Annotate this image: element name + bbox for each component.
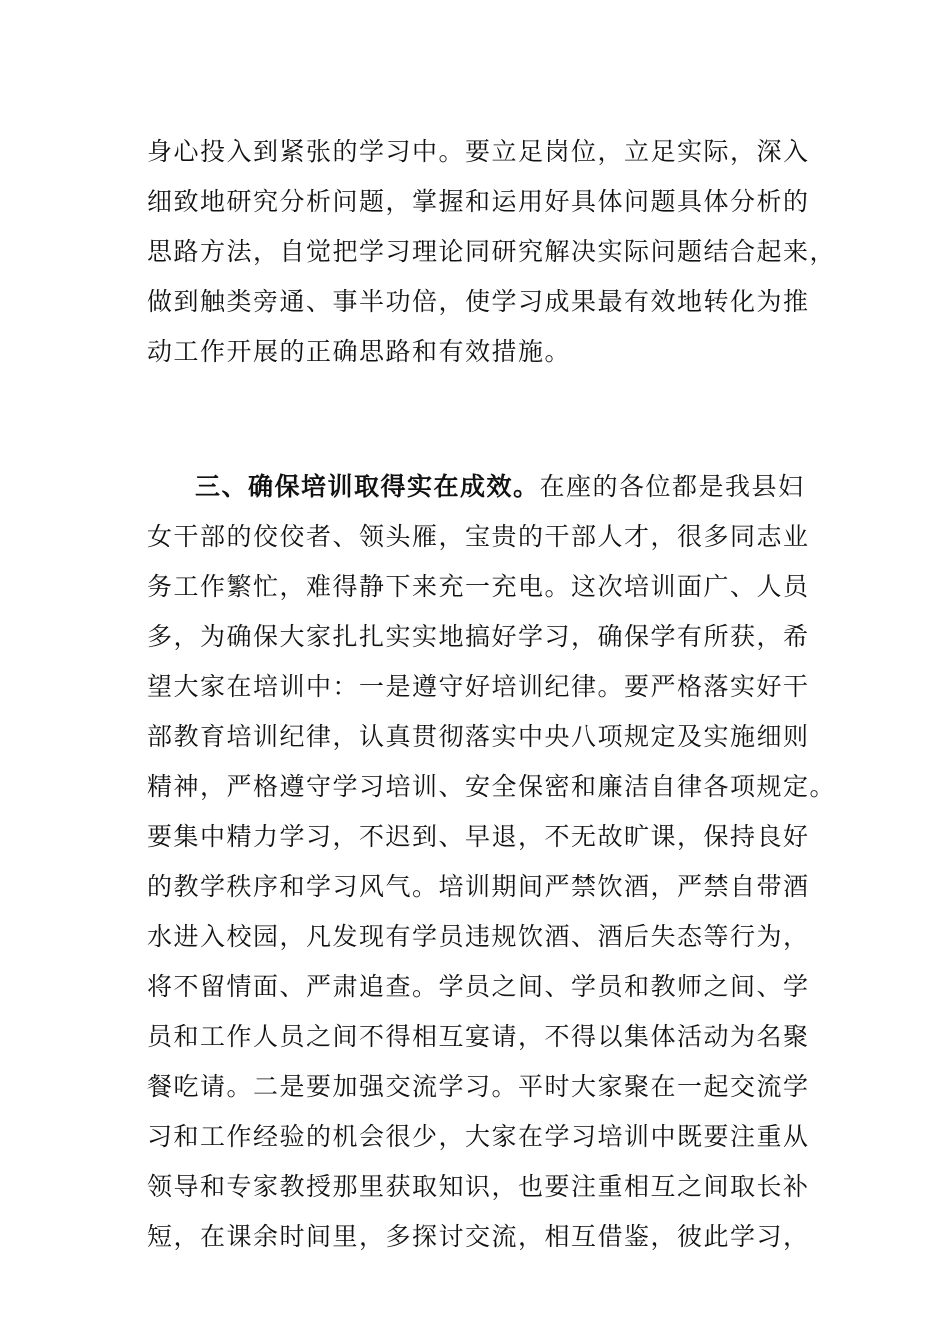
text-line: 做到触类旁通、事半功倍，使学习成果最有效地转化为推 [147,287,810,316]
text-line: 习和工作经验的机会很少，大家在学习培训中既要注重从 [147,1122,810,1151]
text-line: 部教育培训纪律，认真贯彻落实中央八项规定及实施细则 [147,722,810,751]
text-line: 精神，严格遵守学习培训、安全保密和廉洁自律各项规定。 [147,772,837,801]
paragraph-continued [147,127,837,377]
text-line: 员和工作人员之间不得相互宴请，不得以集体活动为名聚 [147,1022,810,1051]
section-three-paragraph [147,462,837,1262]
section-first-line-text: 在座的各位都是我县妇 [539,472,805,501]
text-line: 餐吃请。二是要加强交流学习。平时大家聚在一起交流学 [147,1072,810,1101]
text-line: 水进入校园，凡发现有学员违规饮酒、酒后失态等行为， [147,922,810,951]
text-line: 女干部的佼佼者、领头雁，宝贵的干部人才，很多同志业 [147,522,810,551]
text-line: 细致地研究分析问题，掌握和运用好具体问题具体分析的 [147,187,810,216]
section-first-line [147,462,807,512]
text-line: 多，为确保大家扎扎实实地搞好学习，确保学有所获，希 [147,622,810,651]
text-line: 思路方法，自觉把学习理论同研究解决实际问题结合起来， [147,237,837,266]
text-line: 动工作开展的正确思路和有效措施。 [147,337,572,366]
text-line: 领导和专家教授那里获取知识，也要注重相互之间取长补 [147,1172,810,1201]
text-line: 务工作繁忙，难得静下来充一充电。这次培训面广、人员 [147,572,810,601]
text-line: 要集中精力学习，不迟到、早退，不无故旷课，保持良好 [147,822,810,851]
text-line: 望大家在培训中：一是遵守好培训纪律。要严格落实好干 [147,672,810,701]
text-line: 的教学秩序和学习风气。培训期间严禁饮酒，严禁自带酒 [147,872,810,901]
text-line: 身心投入到紧张的学习中。要立足岗位，立足实际，深入 [147,137,810,166]
section-heading: 三、确保培训取得实在成效。 [195,472,540,501]
text-line: 短，在课余时间里，多探讨交流，相互借鉴，彼此学习， [147,1222,810,1251]
text-line: 将不留情面、严肃追查。学员之间、学员和教师之间、学 [147,972,810,1001]
